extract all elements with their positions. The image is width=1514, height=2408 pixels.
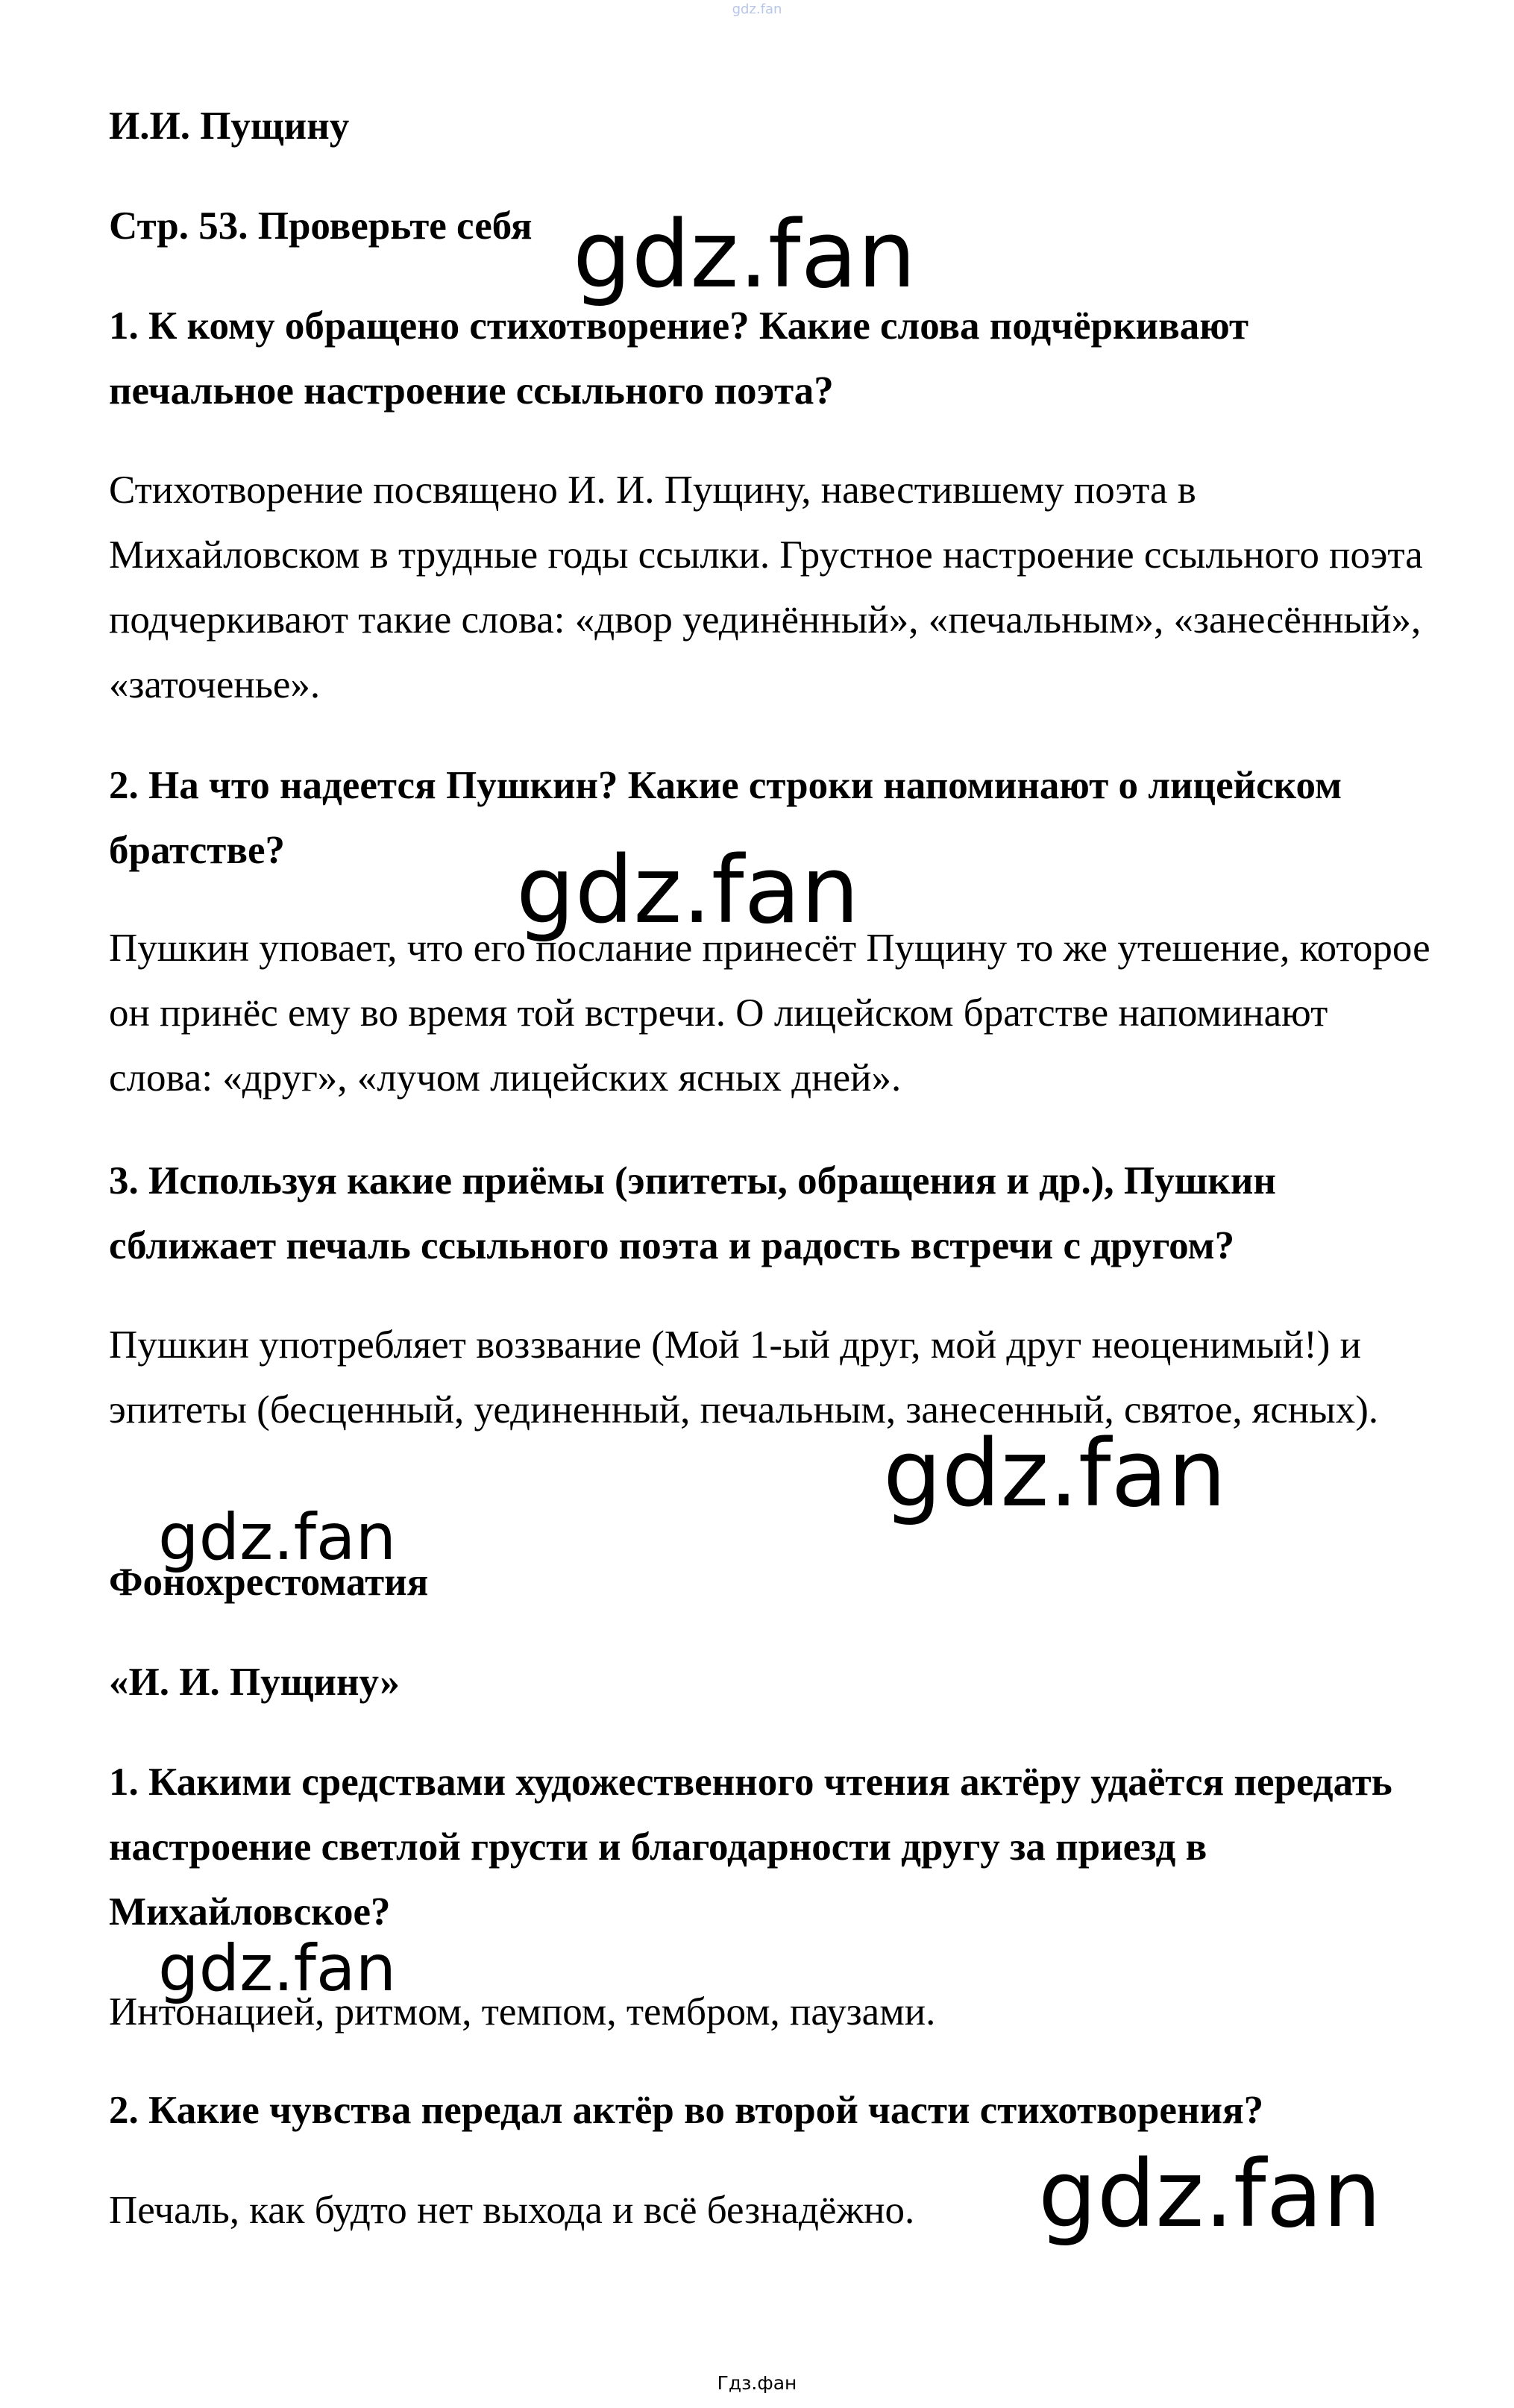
- answer-1: Стихотворение посвящено И. И. Пущину, навестившему поэта в Михайловском в трудные годы ссылки. Грустное настроение ссыльного поэта подчеркивают такие слова: «двор уединённый», «печальным», «занесённый», «заточенье».: [109, 468, 1423, 706]
- question-1: 1. К кому обращено стихотворение? Какие слова подчёркивают печальное настроение ссыльного поэта?: [109, 304, 1249, 413]
- watermark-5: gdz.fan: [158, 1931, 397, 2006]
- watermark-6: gdz.fan: [1038, 2141, 1382, 2248]
- header-watermark: gdz.fan: [732, 1, 782, 17]
- section-question-1: 1. Какими средствами художественного чтения актёру удаётся передать настроение светлой грусти и благодарности другу за приезд в Михайловское?: [109, 1760, 1392, 1934]
- footer-watermark: Гдз.фан: [717, 2372, 797, 2394]
- watermark-3: gdz.fan: [883, 1420, 1227, 1528]
- page-reference: Стр. 53. Проверьте себя: [109, 204, 533, 248]
- watermark-1: gdz.fan: [573, 201, 917, 309]
- section-answer-1: Интонацией, ритмом, темпом, тембром, паузами.: [109, 1990, 936, 2034]
- watermark-2: gdz.fan: [516, 837, 860, 944]
- watermark-4: gdz.fan: [158, 1500, 397, 1575]
- answer-3: Пушкин употребляет воззвание (Мой 1-ый друг, мой друг неоценимый!) и эпитеты (бесценный, уединенный, печальным, занесенный, святое, ясных).: [109, 1323, 1379, 1432]
- document-title: И.И. Пущину: [109, 104, 350, 148]
- section-answer-2: Печаль, как будто нет выхода и всё безнадёжно.: [109, 2189, 915, 2232]
- answer-2: Пушкин уповает, что его послание принесёт Пущину то же утешение, которое он принёс ему во время той встречи. О лицейском братстве напоминают слова: «друг», «лучом лицейских ясных дней».: [109, 926, 1430, 1100]
- section-question-2: 2. Какие чувства передал актёр во второй части стихотворения?: [109, 2089, 1264, 2132]
- question-3: 3. Используя какие приёмы (эпитеты, обращения и др.), Пушкин сближает печаль ссыльного поэта и радость встречи с другом?: [109, 1159, 1276, 1267]
- section-title: Фонохрестоматия: [109, 1561, 429, 1604]
- section-subtitle: «И. И. Пущину»: [109, 1661, 400, 1704]
- question-2: 2. На что надеется Пушкин? Какие строки напоминают о лицейском братстве?: [109, 764, 1342, 872]
